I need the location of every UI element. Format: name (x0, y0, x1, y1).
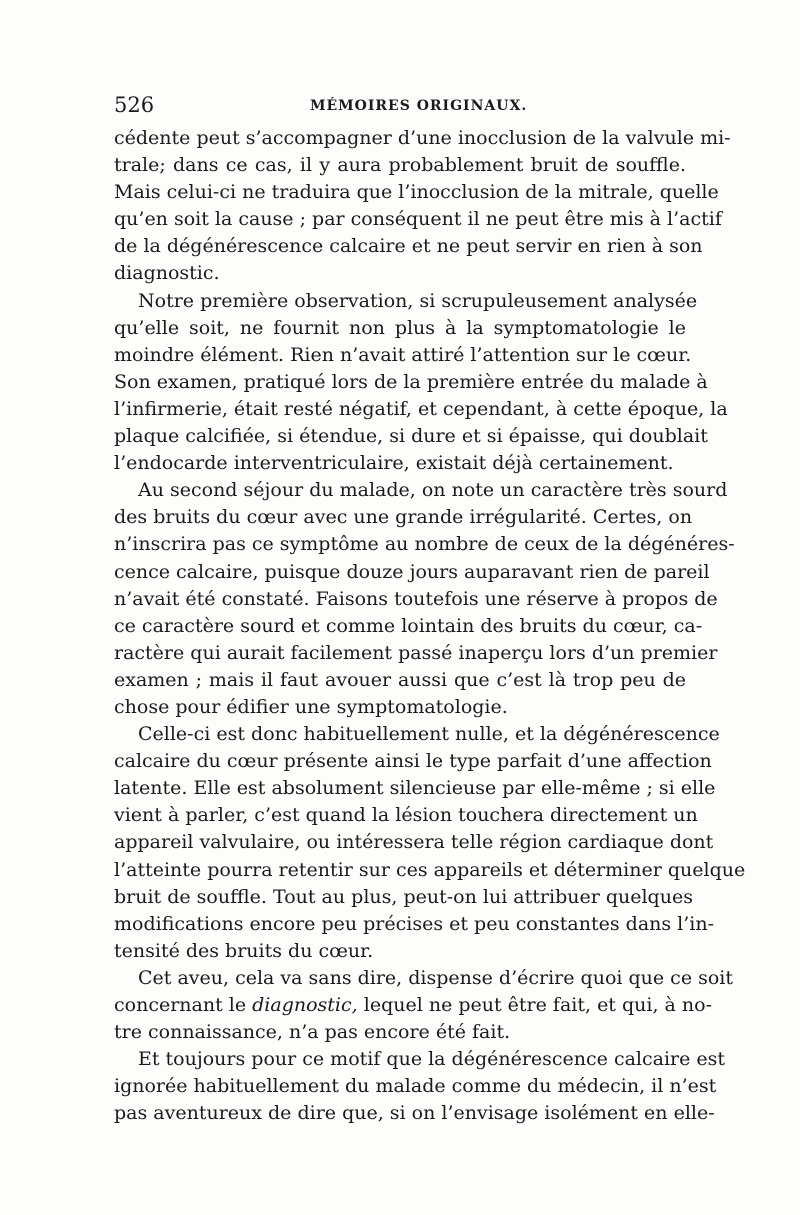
text-line: l’atteinte pourra retentir sur ces appareils et déterminer quelque (114, 858, 746, 881)
text-line: pas aventureux de dire que, si on l’envisage isolément en elle- (114, 1102, 715, 1125)
text-line: tensité des bruits du cœur. (114, 939, 374, 962)
running-head (114, 93, 686, 123)
text-line: appareil valvulaire, ou intéressera telle région cardiaque dont (114, 831, 714, 854)
text-line: des bruits du cœur avec une grande irrégularité. Certes, on (114, 506, 693, 529)
text-line: l’endocarde interventriculaire, existait déjà certainement. (114, 452, 674, 475)
paragraph-start-line: Celle-ci est donc habituellement nulle, et la dégénérescence (138, 723, 720, 746)
text-line: de la dégénérescence calcaire et ne peut servir en rien à son (114, 235, 703, 258)
text-line: trale; dans ce cas, il y aura probablement bruit de souffle. (114, 154, 686, 177)
text-line: ractère qui aurait facilement passé inaperçu lors d’un premier (114, 641, 718, 664)
paragraph-start-line: Notre première observation, si scrupuleusement analysée (138, 289, 698, 312)
body-text (114, 125, 746, 1127)
text-line: chose pour édifier une symptomatologie. (114, 695, 508, 718)
text-line: l’infirmerie, était resté négatif, et cependant, à cette époque, la (114, 397, 728, 420)
text-line (114, 992, 713, 1019)
paragraph-start-line: Cet aveu, cela va sans dire, dispense d’écrire quoi que ce soit (138, 966, 734, 989)
text-line: Mais celui-ci ne traduira que l’inocclusion de la mitrale, quelle (114, 181, 719, 204)
text-segment: lequel ne peut être fait, et qui, à no- (363, 994, 713, 1016)
text-line: cédente peut s’accompagner d’une inocclusion de la valvule mi- (114, 127, 731, 149)
text-line: vient à parler, c’est quand la lésion touchera directement un (114, 804, 698, 827)
text-line: diagnostic. (114, 262, 220, 285)
paragraph-start-line: Et toujours pour ce motif que la dégénérescence calcaire est (138, 1048, 726, 1071)
text-line: ignorée habituellement du malade comme du médecin, il n’est (114, 1075, 717, 1098)
text-line: latente. Elle est absolument silencieuse par elle-même ; si elle (114, 777, 716, 800)
text-line: modifications encore peu précises et peu constantes dans l’in- (114, 912, 715, 935)
text-line: bruit de souffle. Tout au plus, peut-on lui attribuer quelques (114, 885, 693, 908)
text-line: n’inscrira pas ce symptôme au nombre de ceux de la dégénéres- (114, 533, 735, 556)
italic-term: diagnostic, (252, 994, 358, 1016)
text-line: calcaire du cœur présente ainsi le type parfait d’une affection (114, 750, 712, 773)
text-line: qu’elle soit, ne fournit non plus à la symptomatologie le (114, 316, 686, 339)
text-line: qu’en soit la cause ; par conséquent il ne peut être mis à l’actif (114, 208, 722, 231)
text-line: ce caractère sourd et comme lointain des bruits du cœur, ca- (114, 614, 703, 637)
text-line: examen ; mais il faut avouer aussi que c’est là trop peu de (114, 668, 686, 691)
running-title: MÉMOIRES ORIGINAUX. (310, 98, 528, 114)
text-line: tre connaissance, n’a pas encore été fait. (114, 1021, 511, 1044)
paragraph-start-line: Au second séjour du malade, on note un caractère très sourd (138, 479, 728, 502)
page-number: 526 (114, 93, 155, 117)
text-line: plaque calcifiée, si étendue, si dure et si épaisse, qui doublait (114, 425, 708, 448)
text-line: moindre élément. Rien n’avait attiré l’attention sur le cœur. (114, 343, 692, 366)
text-line: Son examen, pratiqué lors de la première entrée du malade à (114, 370, 708, 393)
text-line: n’avait été constaté. Faisons toutefois une réserve à propos de (114, 587, 718, 610)
text-segment: concernant le (114, 994, 247, 1016)
text-line: cence calcaire, puisque douze jours auparavant rien de pareil (114, 560, 710, 583)
